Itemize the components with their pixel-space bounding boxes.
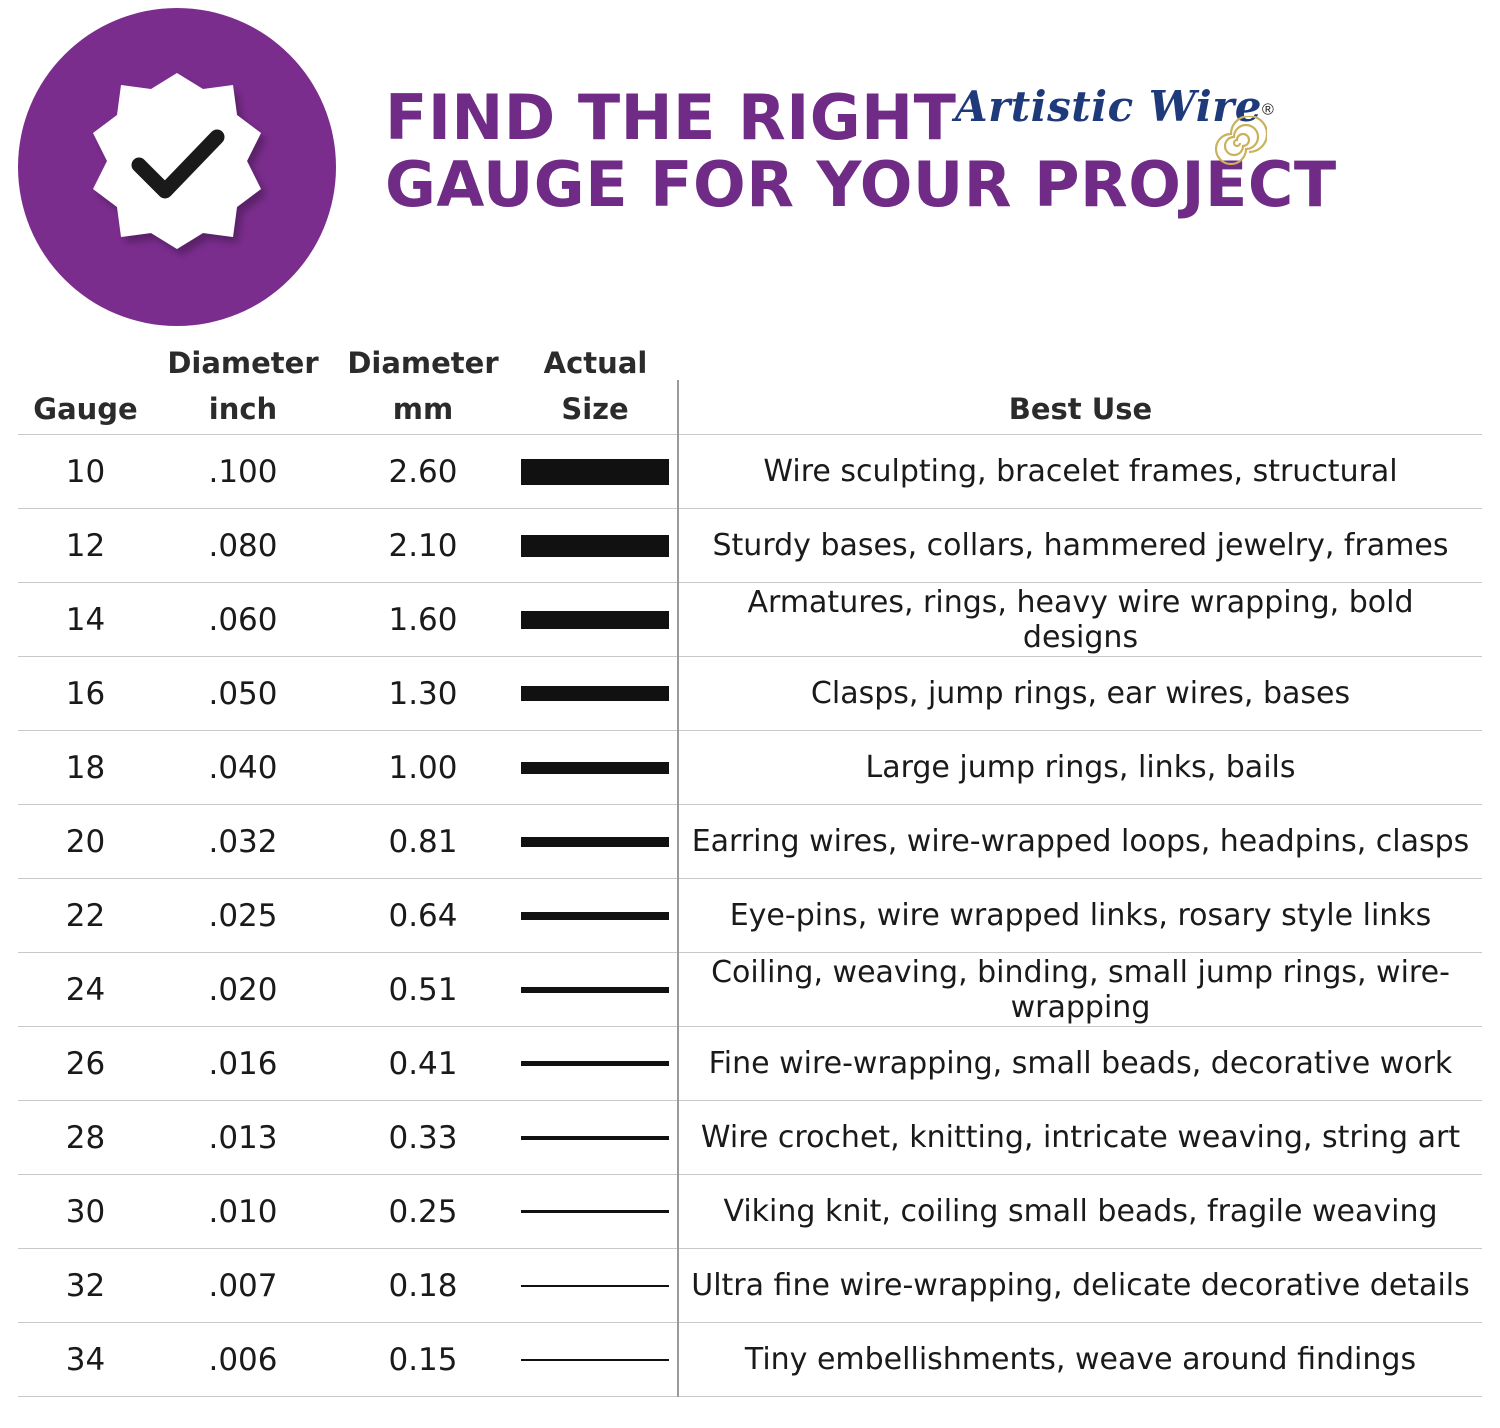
wire-thickness-bar bbox=[521, 987, 669, 993]
cell-gauge: 18 bbox=[18, 731, 153, 805]
cell-diameter-mm: 1.00 bbox=[333, 731, 513, 805]
cell-diameter-inch: .032 bbox=[153, 805, 333, 879]
gauge-table bbox=[18, 330, 1482, 1397]
cell-diameter-mm: 0.51 bbox=[333, 953, 513, 1027]
wire-thickness-bar bbox=[521, 1359, 669, 1361]
header-top-actual: Actual bbox=[543, 346, 648, 380]
table-header-top bbox=[18, 330, 1482, 380]
cell-best-use: Coiling, weaving, binding, small jump rings, wire-wrapping bbox=[678, 953, 1482, 1027]
table-body bbox=[18, 435, 1482, 1397]
wire-thickness-bar bbox=[521, 1061, 669, 1066]
cell-diameter-mm: 2.10 bbox=[333, 509, 513, 583]
cell-gauge: 12 bbox=[18, 509, 153, 583]
cell-diameter-inch: .100 bbox=[153, 435, 333, 509]
table-row bbox=[18, 583, 1482, 657]
cell-diameter-inch: .006 bbox=[153, 1323, 333, 1397]
cell-gauge: 20 bbox=[18, 805, 153, 879]
cell-actual-size bbox=[513, 435, 678, 509]
cell-diameter-mm: 1.30 bbox=[333, 657, 513, 731]
wire-thickness-bar bbox=[521, 611, 669, 629]
title-line-1: FIND THE RIGHT bbox=[385, 81, 957, 154]
cell-diameter-inch: .007 bbox=[153, 1249, 333, 1323]
page-header bbox=[0, 0, 1500, 330]
cell-diameter-mm: 0.41 bbox=[333, 1027, 513, 1101]
spiral-icon bbox=[1213, 116, 1267, 175]
cell-diameter-mm: 0.33 bbox=[333, 1101, 513, 1175]
cell-diameter-inch: .050 bbox=[153, 657, 333, 731]
cell-diameter-mm: 0.64 bbox=[333, 879, 513, 953]
cell-actual-size bbox=[513, 583, 678, 657]
wire-thickness-bar bbox=[521, 686, 669, 701]
title-line-2: GAUGE FOR YOUR PROJECT bbox=[385, 147, 1337, 221]
cell-best-use: Wire sculpting, bracelet frames, structural bbox=[678, 435, 1482, 509]
header-gauge: Gauge bbox=[33, 392, 138, 426]
cell-best-use: Tiny embellishments, weave around findings bbox=[678, 1323, 1482, 1397]
cell-diameter-mm: 0.15 bbox=[333, 1323, 513, 1397]
cell-best-use: Clasps, jump rings, ear wires, bases bbox=[678, 657, 1482, 731]
cell-gauge: 34 bbox=[18, 1323, 153, 1397]
cell-best-use: Large jump rings, links, bails bbox=[678, 731, 1482, 805]
cell-diameter-mm: 0.25 bbox=[333, 1175, 513, 1249]
table-header-bottom bbox=[18, 380, 1482, 435]
cell-best-use: Viking knit, coiling small beads, fragile weaving bbox=[678, 1175, 1482, 1249]
header-top-diameter-mm: Diameter bbox=[347, 346, 499, 380]
gauge-table-wrapper bbox=[18, 330, 1482, 1397]
table-row bbox=[18, 731, 1482, 805]
artistic-wire-logo bbox=[955, 82, 1285, 162]
page-title bbox=[385, 81, 1475, 221]
cell-actual-size bbox=[513, 805, 678, 879]
cell-actual-size bbox=[513, 1323, 678, 1397]
header-top-diameter-inch: Diameter bbox=[167, 346, 319, 380]
cell-gauge: 30 bbox=[18, 1175, 153, 1249]
cell-actual-size bbox=[513, 1249, 678, 1323]
cell-actual-size bbox=[513, 1027, 678, 1101]
cell-best-use: Sturdy bases, collars, hammered jewelry, frames bbox=[678, 509, 1482, 583]
cell-gauge: 22 bbox=[18, 879, 153, 953]
cell-gauge: 28 bbox=[18, 1101, 153, 1175]
cell-diameter-inch: .010 bbox=[153, 1175, 333, 1249]
header-inch: inch bbox=[208, 392, 278, 426]
cell-best-use: Ultra fine wire-wrapping, delicate decorative details bbox=[678, 1249, 1482, 1323]
table-row bbox=[18, 1101, 1482, 1175]
table-row bbox=[18, 953, 1482, 1027]
table-row bbox=[18, 1249, 1482, 1323]
cell-diameter-mm: 0.18 bbox=[333, 1249, 513, 1323]
table-row bbox=[18, 1175, 1482, 1249]
wire-thickness-bar bbox=[521, 459, 669, 485]
header-mm: mm bbox=[392, 392, 454, 426]
cell-diameter-mm: 2.60 bbox=[333, 435, 513, 509]
cell-diameter-mm: 1.60 bbox=[333, 583, 513, 657]
header-best-use: Best Use bbox=[678, 380, 1482, 435]
wire-thickness-bar bbox=[521, 535, 669, 557]
cell-diameter-inch: .013 bbox=[153, 1101, 333, 1175]
cell-best-use: Earring wires, wire-wrapped loops, headpins, clasps bbox=[678, 805, 1482, 879]
cell-actual-size bbox=[513, 953, 678, 1027]
cell-actual-size bbox=[513, 879, 678, 953]
cell-gauge: 32 bbox=[18, 1249, 153, 1323]
cell-diameter-inch: .016 bbox=[153, 1027, 333, 1101]
table-row bbox=[18, 1323, 1482, 1397]
cell-gauge: 10 bbox=[18, 435, 153, 509]
cell-best-use: Eye-pins, wire wrapped links, rosary style links bbox=[678, 879, 1482, 953]
header-size: Size bbox=[561, 392, 629, 426]
table-row bbox=[18, 657, 1482, 731]
table-row bbox=[18, 435, 1482, 509]
cell-diameter-inch: .080 bbox=[153, 509, 333, 583]
table-row bbox=[18, 879, 1482, 953]
header-top-blank-1 bbox=[18, 330, 153, 380]
table-row bbox=[18, 1027, 1482, 1101]
registered-mark: ® bbox=[1262, 101, 1274, 119]
cell-gauge: 14 bbox=[18, 583, 153, 657]
header-top-blank-2 bbox=[678, 330, 1482, 380]
cell-actual-size bbox=[513, 509, 678, 583]
wire-thickness-bar bbox=[521, 837, 669, 847]
cell-diameter-inch: .060 bbox=[153, 583, 333, 657]
cell-gauge: 16 bbox=[18, 657, 153, 731]
wire-thickness-bar bbox=[521, 762, 669, 774]
cell-best-use: Fine wire-wrapping, small beads, decorative work bbox=[678, 1027, 1482, 1101]
cell-diameter-inch: .040 bbox=[153, 731, 333, 805]
cell-diameter-mm: 0.81 bbox=[333, 805, 513, 879]
table-row bbox=[18, 509, 1482, 583]
cell-diameter-inch: .020 bbox=[153, 953, 333, 1027]
cell-actual-size bbox=[513, 1175, 678, 1249]
wire-thickness-bar bbox=[521, 912, 669, 920]
cell-gauge: 24 bbox=[18, 953, 153, 1027]
cell-diameter-inch: .025 bbox=[153, 879, 333, 953]
cell-actual-size bbox=[513, 1101, 678, 1175]
cell-best-use: Wire crochet, knitting, intricate weaving, string art bbox=[678, 1101, 1482, 1175]
check-badge-icon bbox=[18, 8, 336, 326]
cell-best-use: Armatures, rings, heavy wire wrapping, bold designs bbox=[678, 583, 1482, 657]
wire-thickness-bar bbox=[521, 1136, 669, 1140]
cell-actual-size bbox=[513, 731, 678, 805]
wire-thickness-bar bbox=[521, 1285, 669, 1287]
cell-actual-size bbox=[513, 657, 678, 731]
wire-thickness-bar bbox=[521, 1210, 669, 1213]
table-row bbox=[18, 805, 1482, 879]
brand-name: Artistic Wire bbox=[955, 82, 1263, 131]
cell-gauge: 26 bbox=[18, 1027, 153, 1101]
